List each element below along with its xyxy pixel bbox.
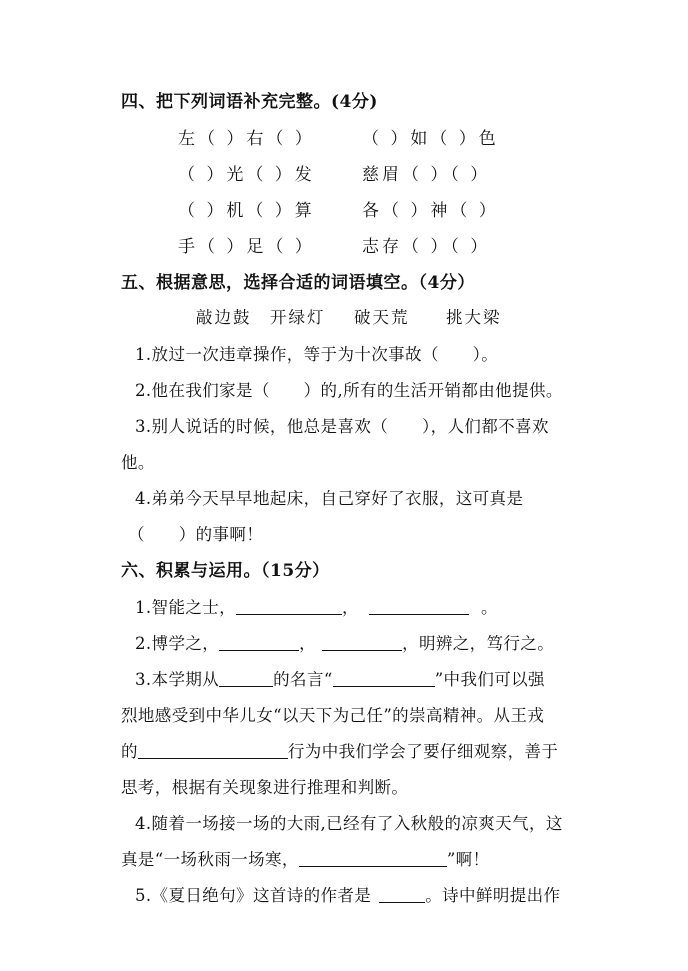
question-6-3-cont [121,738,558,762]
idiom-item: 各（ ）神（ ） [362,201,499,221]
answer-blank[interactable] [322,634,402,652]
question-5-3: 3.别人说话的时候，他总是喜欢（ ），人们都不喜欢 [135,417,549,436]
question-text: 的名言“ [273,670,333,689]
question-6-3-cont: 思考，根据有关现象进行推理和判断。 [121,778,409,797]
question-text: 。 [480,598,498,617]
idiom-item: 慈眉（ ）（ ） [362,165,491,185]
answer-blank[interactable] [219,670,273,688]
question-text: ， [342,598,359,617]
question-6-4: 4.随着一场接一场的大雨,已经有了入秋般的凉爽天气，这 [135,814,563,833]
question-6-3 [121,666,545,690]
question-6-5 [121,882,560,906]
word-bank-item: 敲边鼓 [196,308,252,327]
question-text: ，明辨之，笃行之。 [402,634,555,653]
section-5-title: 五、根据意思，选择合适的词语填空。（4分） [121,273,475,293]
question-text: 的 [121,742,138,761]
question-text: 真是“一场秋雨一场寒， [121,850,299,869]
question-text: 5.《夏日绝句》这首诗的作者是 [135,886,372,905]
word-bank-item: 开绿灯 [270,308,326,327]
question-text: ”啊！ [446,850,490,869]
idiom-item: 手（ ）足（ ） [178,237,315,257]
section-4-title: 四、把下列词语补充完整。(4分) [121,92,378,112]
word-bank-item: 破天荒 [354,308,410,327]
question-text: ”中我们可以强 [434,670,545,689]
question-text: 1.智能之士， [135,598,237,617]
question-6-2 [121,630,554,654]
answer-blank[interactable] [236,598,342,616]
question-5-3-cont: 他。 [121,453,155,472]
answer-blank[interactable] [369,598,469,616]
question-6-1 [121,594,498,618]
question-text: 行为中我们学会了要仔细观察，善于 [287,742,559,761]
question-5-4: 4.弟弟今天早早地起床，自己穿好了衣服，这可真是 [135,489,524,508]
question-6-3-cont: 烈地感受到中华儿女“以天下为己任”的崇高精神。从王戎 [121,706,545,725]
answer-blank[interactable] [379,886,425,904]
question-5-1: 1.放过一次违章操作，等于为十次事故（ ）。 [135,345,499,364]
word-bank-item: 挑大梁 [446,308,502,327]
question-text: 。诗中鲜明提出作 [425,886,561,905]
idiom-item: 左（ ）右（ ） [178,129,315,149]
answer-blank[interactable] [299,850,447,868]
question-5-4-cont: （ ）的事啊！ [128,525,264,544]
idiom-item: 志存（ ）（ ） [362,237,491,257]
idiom-item: （ ）如（ ）色 [362,129,499,149]
idiom-item: （ ）光（ ）发 [178,165,315,185]
question-text: 3.本学期从 [135,670,220,689]
question-5-2: 2.他在我们家是（ ）的,所有的生活开销都由他提供。 [135,381,563,400]
question-text: ， [299,634,317,653]
answer-blank[interactable] [138,742,288,760]
answer-blank[interactable] [219,634,299,652]
answer-blank[interactable] [333,670,435,688]
section-6-title: 六、积累与运用。（15分） [121,561,330,581]
idiom-item: （ ）机（ ）算 [178,201,315,221]
question-text: 2.博学之， [135,634,220,653]
question-6-4-cont [121,846,489,870]
